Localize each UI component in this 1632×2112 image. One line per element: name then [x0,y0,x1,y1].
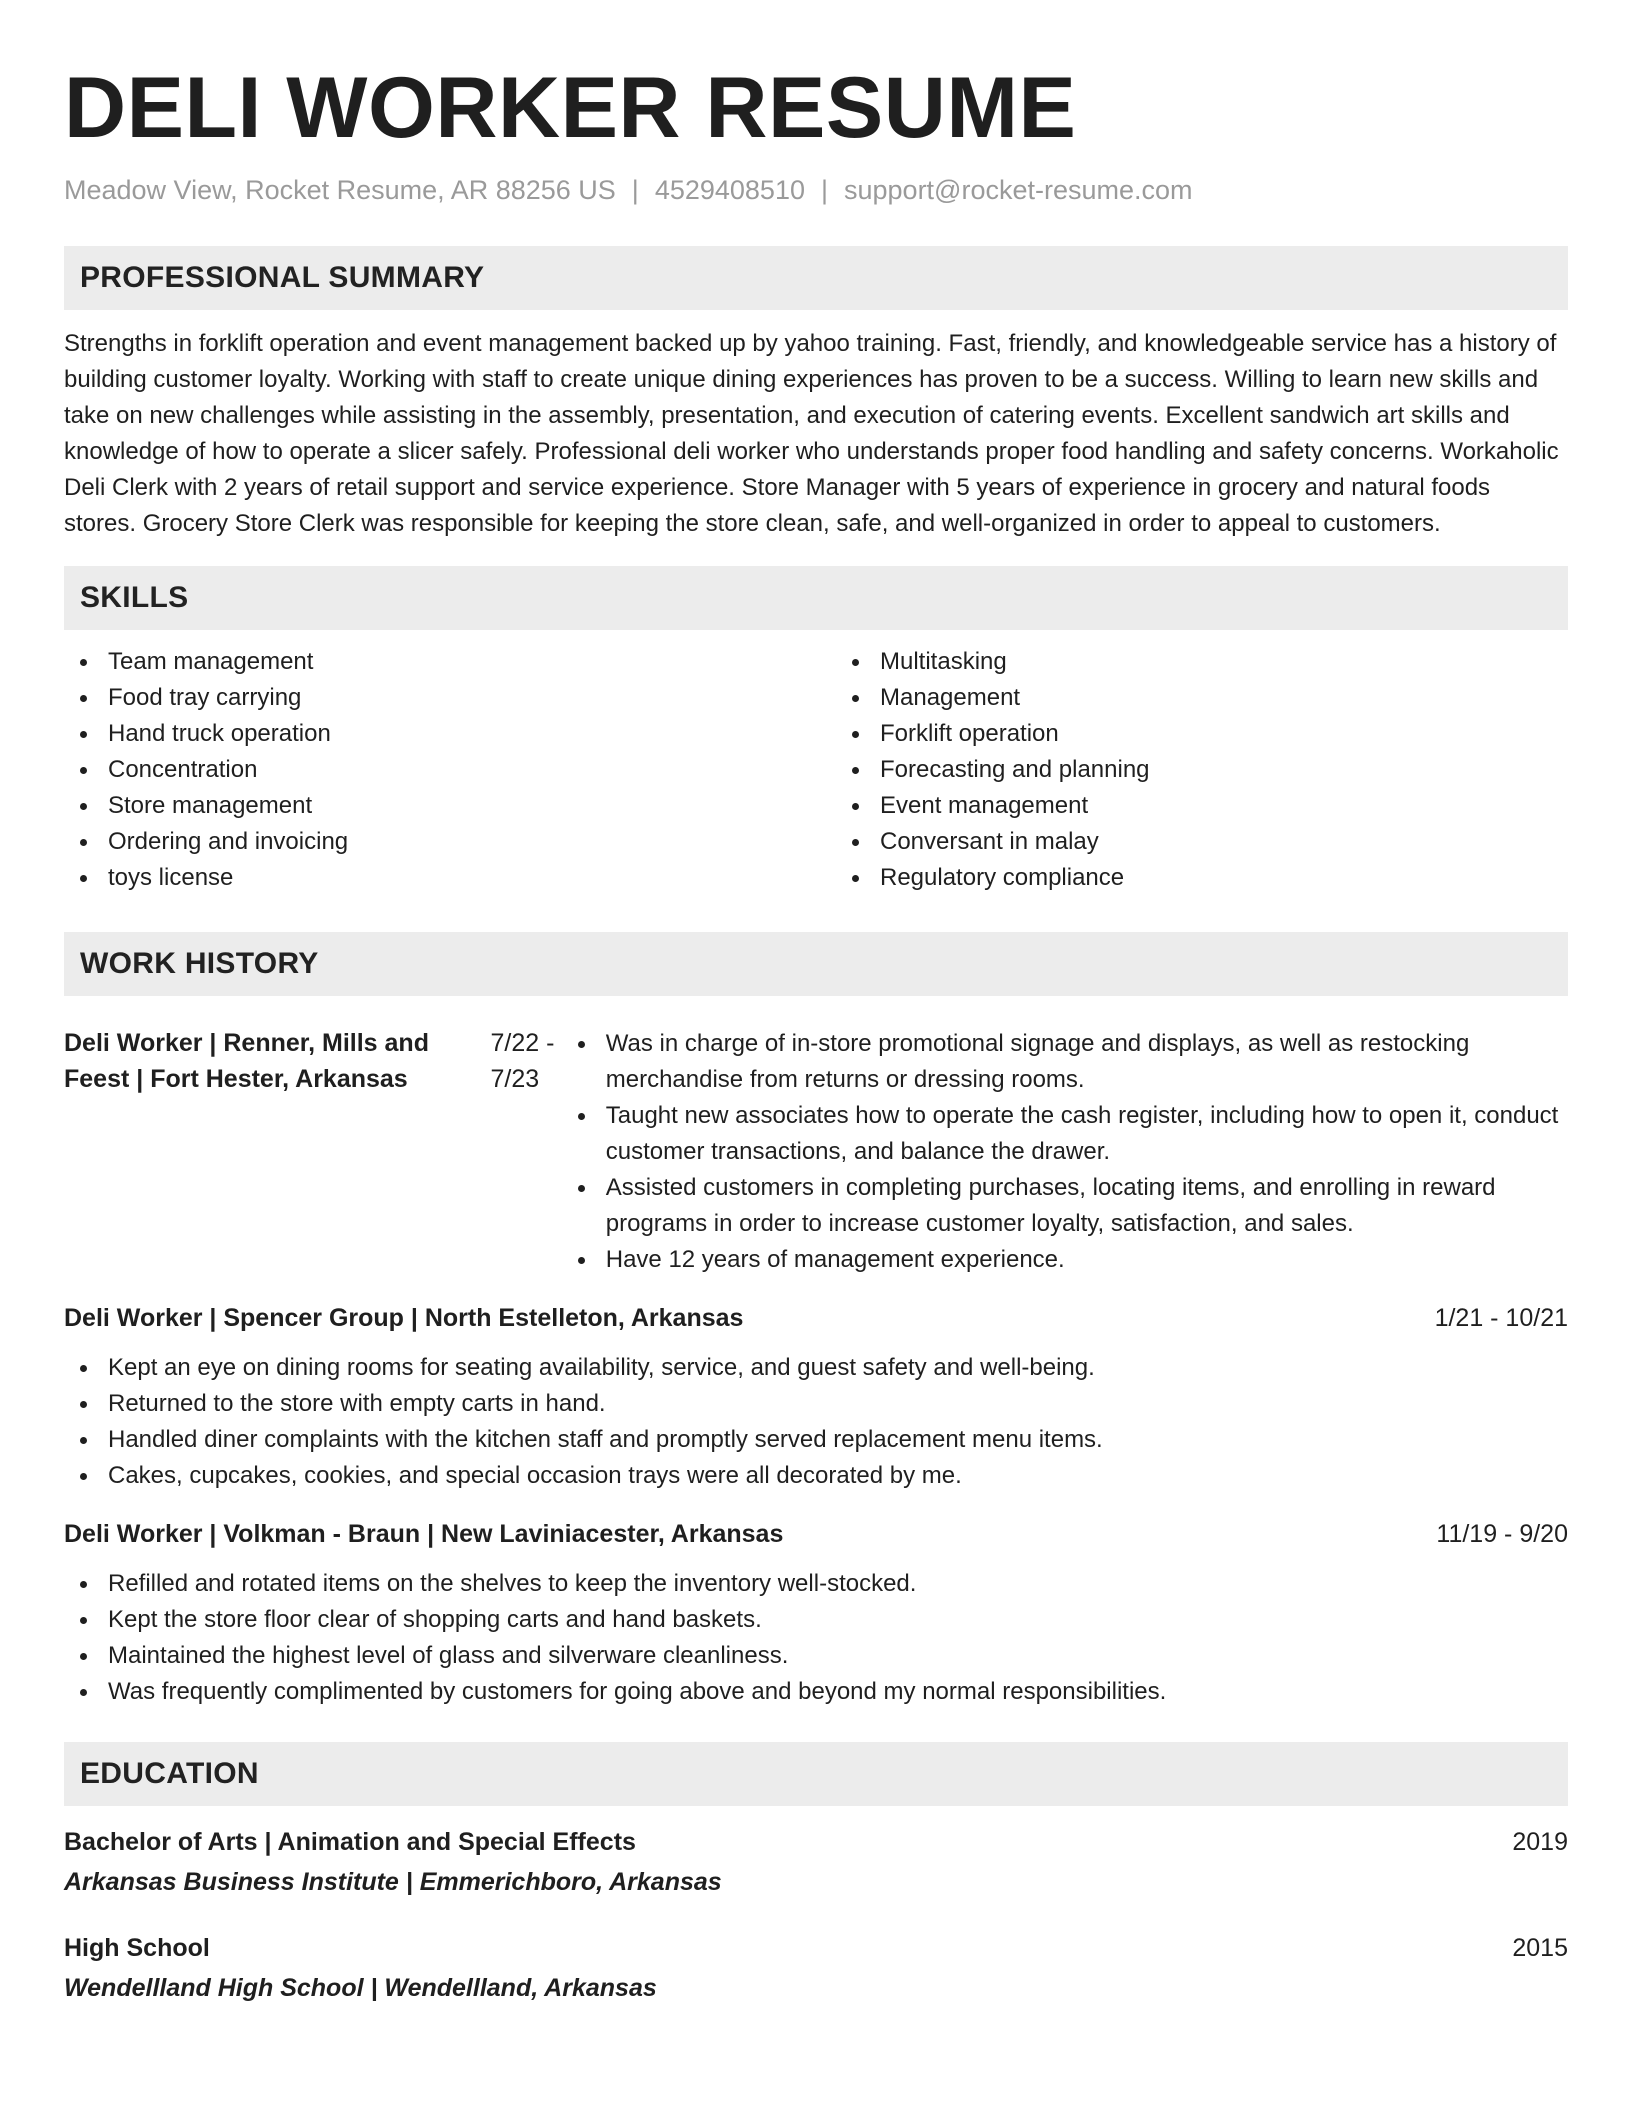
education-header [64,1824,1568,1860]
skill-item: Forklift operation [836,716,1568,752]
skill-item: Regulatory compliance [836,860,1568,896]
job-bullet: Taught new associates how to operate the cash register, including how to open it, conduct customer transactions, and balance the drawer. [562,1098,1568,1170]
job-entry [64,1300,1568,1494]
education-header [64,1930,1568,1966]
resume-title: DELI WORKER RESUME [64,60,1077,156]
education-degree: Bachelor of Arts | Animation and Special Effects [64,1828,636,1856]
job-bullet: Assisted customers in completing purchases, locating items, and enrolling in reward programs in order to increase customer loyalty, satisfaction, and sales. [562,1170,1568,1242]
section-header-summary: PROFESSIONAL SUMMARY [64,246,1568,310]
section-header-work: WORK HISTORY [64,932,1568,996]
job-bullet: Kept the store floor clear of shopping carts and hand baskets. [64,1602,1568,1638]
job-dates: 1/21 - 10/21 [1434,1304,1568,1332]
skill-item: Store management [64,788,796,824]
education-entry [64,1930,1568,2006]
skill-item: Concentration [64,752,796,788]
job-bullet: Refilled and rotated items on the shelves to keep the inventory well-stocked. [64,1566,1568,1602]
job-bullets [64,1350,1568,1494]
section-header-skills: SKILLS [64,566,1568,630]
job-bullet: Kept an eye on dining rooms for seating availability, service, and guest safety and well-being. [64,1350,1568,1386]
job-title: Deli Worker | Renner, Mills and Feest | Fort Hester, Arkansas [64,1029,429,1093]
skill-item: Event management [836,788,1568,824]
contact-separator: | [631,175,639,205]
job-header [64,1012,1568,1278]
contact-address: Meadow View, Rocket Resume, AR 88256 US [64,175,616,205]
job-bullet: Have 12 years of management experience. [562,1242,1568,1278]
job-header [64,1300,1568,1336]
education-entry [64,1824,1568,1900]
skills-grid [64,644,1568,896]
contact-phone: 4529408510 [654,175,805,205]
job-dates: 11/19 - 9/20 [1436,1520,1568,1548]
education-school: Wendellland High School | Wendellland, Arkansas [64,1974,657,2002]
job-header [64,1516,1568,1552]
education-school: Arkansas Business Institute | Emmerichboro, Arkansas [64,1868,722,1896]
job-bullet: Was frequently complimented by customers for going above and beyond my normal responsibilities. [64,1674,1568,1710]
contact-email[interactable]: support@rocket-resume.com [844,175,1193,205]
skill-item: Hand truck operation [64,716,796,752]
job-entry [64,1516,1568,1710]
job-title: Deli Worker | Spencer Group | North Estelleton, Arkansas [64,1304,744,1332]
education-degree: High School [64,1934,210,1962]
skill-item: toys license [64,860,796,896]
job-bullet: Was in charge of in-store promotional signage and displays, as well as restocking merchandise from returns or dressing rooms. [562,1026,1568,1098]
skill-item: Management [836,680,1568,716]
job-title: Deli Worker | Volkman - Braun | New Laviniacester, Arkansas [64,1520,784,1548]
contact-separator: | [820,175,828,205]
education-year: 2015 [1512,1934,1568,1962]
skill-item: Ordering and invoicing [64,824,796,860]
job-dates: 7/22 - 7/23 [490,1029,555,1093]
job-bullet: Maintained the highest level of glass and silverware cleanliness. [64,1638,1568,1674]
job-bullet: Handled diner complaints with the kitchen staff and promptly served replacement menu items. [64,1422,1568,1458]
job-bullet: Cakes, cupcakes, cookies, and special occasion trays were all decorated by me. [64,1458,1568,1494]
section-header-education: EDUCATION [64,1742,1568,1806]
contact-line [64,172,1568,208]
job-entry [64,1012,1568,2006]
job-bullet: Returned to the store with empty carts in hand. [64,1386,1568,1422]
skill-item: Forecasting and planning [836,752,1568,788]
skill-item: Team management [64,644,796,680]
skill-item: Food tray carrying [64,680,796,716]
summary-text: Strengths in forklift operation and event management backed up by yahoo training. Fast, friendly, and knowledgeable service has a history of building customer loyalty. Working with staff to create unique dining experiences has proven to be a success. Willing to learn new skills and take on new challenges while assisting in the assembly, presentation, and execution of catering events. Excellent sandwich art skills and knowledge of how to operate a slicer safely. Professional deli worker who understands proper food handling and safety concerns. Workaholic Deli Clerk with 2 years of retail support and service experience. Store Manager with 5 years of experience in grocery and natural foods stores. Grocery Store Clerk was responsible for keeping the store clean, safe, and well-organized in order to appeal to customers. [64,330,1559,537]
skill-item: Multitasking [836,644,1568,680]
job-bullets [64,1566,1568,1710]
skills-list-right [836,644,1568,896]
skills-list-left [64,644,796,896]
education-year: 2019 [1512,1828,1568,1856]
skill-item: Conversant in malay [836,824,1568,860]
job-bullets [562,1026,1568,1278]
